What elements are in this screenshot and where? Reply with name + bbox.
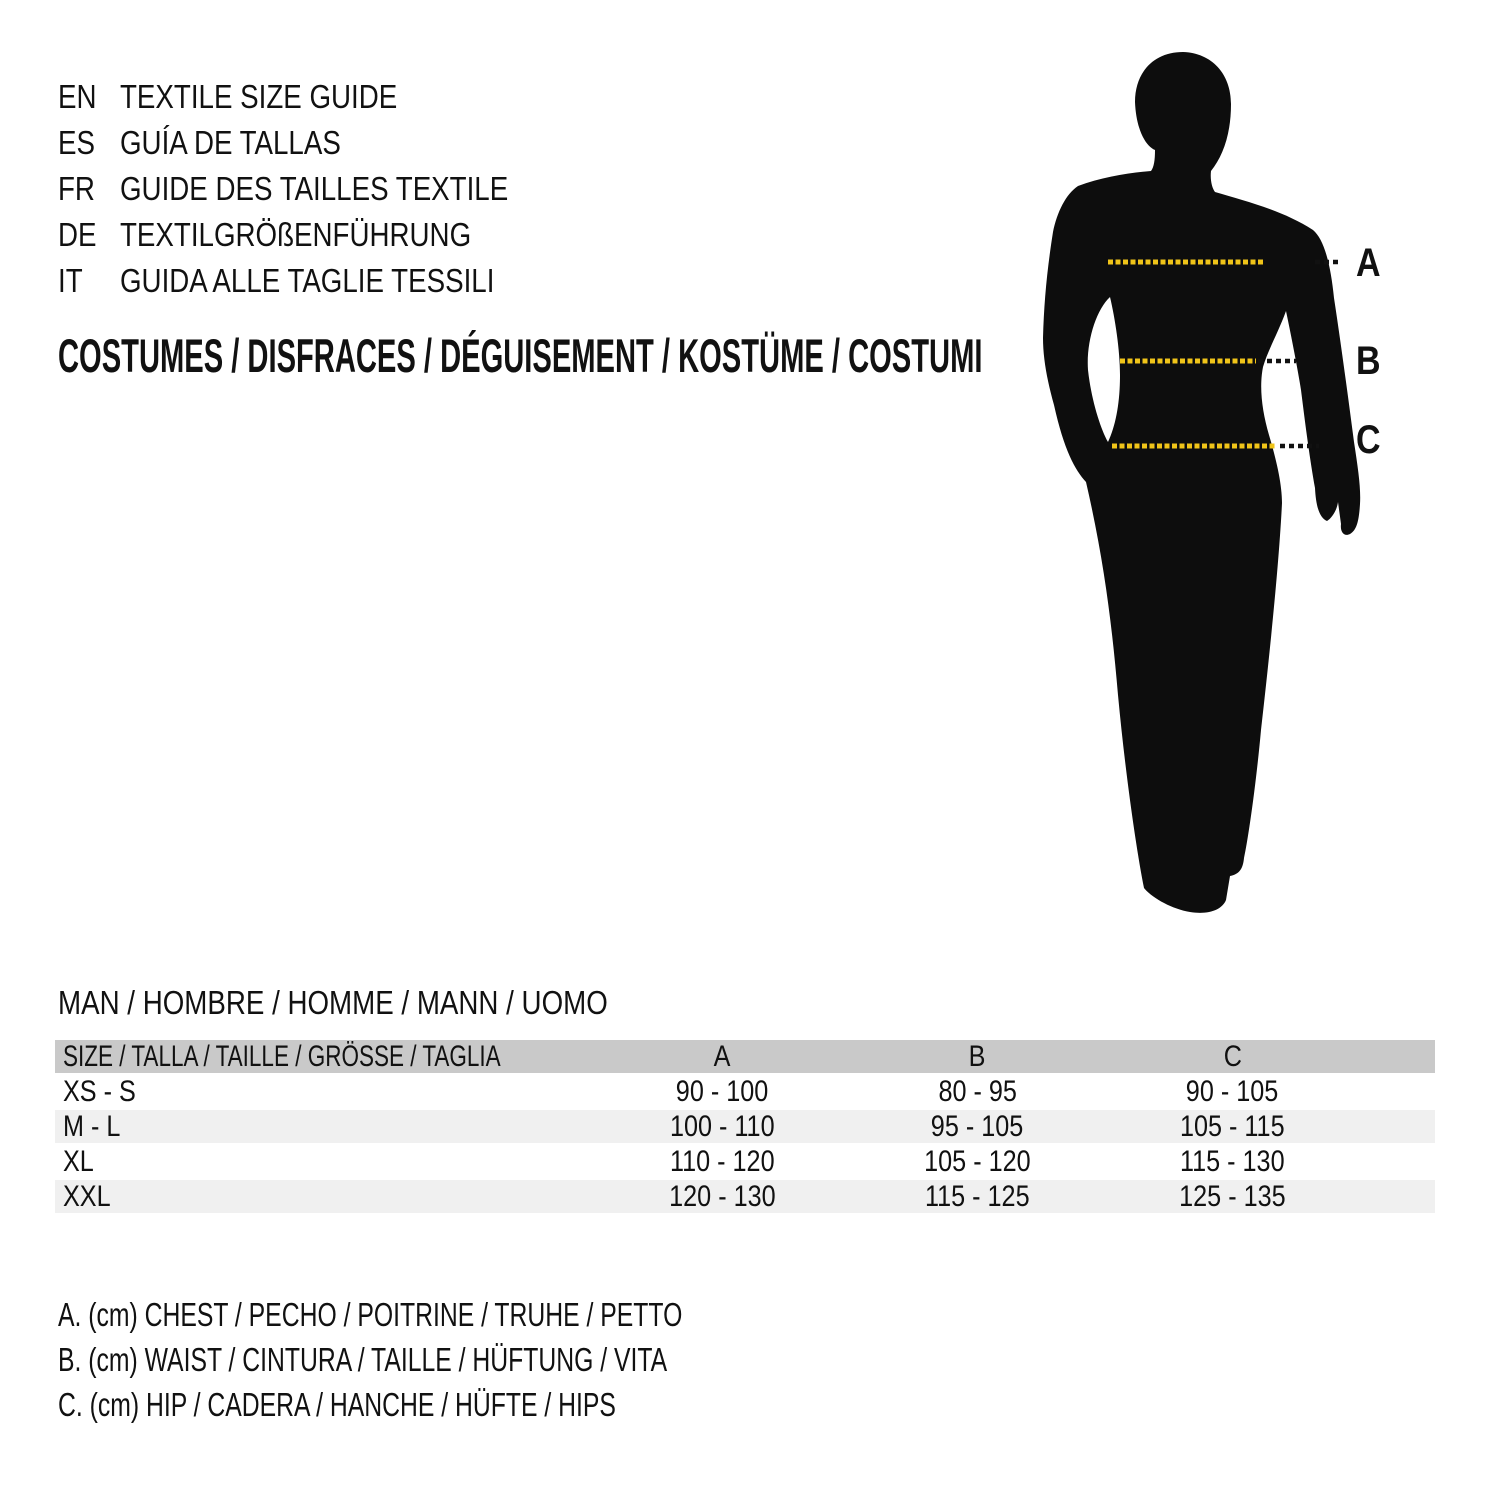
hip-cell: 125 - 135 — [1179, 1180, 1286, 1213]
hip-cell: 115 - 130 — [1180, 1145, 1285, 1178]
hip-cell: 105 - 115 — [1180, 1110, 1285, 1143]
hip-measure-label: C — [1356, 418, 1381, 462]
chest-cell: 110 - 120 — [670, 1145, 775, 1178]
chest-cell: 100 - 110 — [670, 1110, 775, 1143]
chest-cell: 120 - 130 — [669, 1180, 776, 1213]
legend-chest: A. (cm) CHEST / PECHO / POITRINE / TRUHE / PETTO — [58, 1295, 683, 1333]
header-col-a: A — [714, 1040, 731, 1073]
hip-cell: 90 - 105 — [1186, 1075, 1279, 1108]
category-line: COSTUMES / DISFRACES / DÉGUISEMENT / KOSTÜME / COSTUMI — [58, 329, 983, 382]
language-row-fr — [58, 166, 582, 212]
size-cell: XL — [63, 1145, 94, 1178]
waist-cell: 105 - 120 — [924, 1145, 1031, 1178]
language-code: IT — [58, 262, 83, 299]
table-row — [55, 1180, 1435, 1213]
chest-measure-label: A — [1356, 241, 1381, 285]
guide-title-fr: GUIDE DES TAILLES TEXTILE — [120, 170, 509, 207]
man-silhouette-figure — [1020, 40, 1400, 940]
size-cell: M - L — [63, 1110, 121, 1143]
language-code: DE — [58, 216, 97, 253]
waist-cell: 80 - 95 — [938, 1075, 1017, 1108]
header-col-b: B — [969, 1040, 986, 1073]
guide-title-es: GUÍA DE TALLAS — [120, 124, 341, 161]
header-size-column: SIZE / TALLA / TAILLE / GRÖSSE / TAGLIA — [63, 1040, 501, 1073]
language-row-es — [58, 120, 582, 166]
man-silhouette — [1043, 52, 1360, 913]
measurement-legend — [58, 1292, 890, 1427]
legend-hip: C. (cm) HIP / CADERA / HANCHE / HÜFTE / HIPS — [58, 1385, 616, 1423]
size-cell: XS - S — [63, 1075, 136, 1108]
size-cell: XXL — [63, 1180, 111, 1213]
language-row-en — [58, 74, 582, 120]
guide-title-en: TEXTILE SIZE GUIDE — [120, 78, 398, 115]
language-row-it — [58, 258, 582, 304]
table-row — [55, 1110, 1435, 1143]
language-code: FR — [58, 170, 95, 207]
gender-section-title: MAN / HOMBRE / HOMME / MANN / UOMO — [58, 984, 608, 1021]
legend-waist: B. (cm) WAIST / CINTURA / TAILLE / HÜFTUNG / VITA — [58, 1340, 668, 1378]
table-row — [55, 1075, 1435, 1108]
language-title-list — [58, 74, 582, 304]
header-col-c: C — [1223, 1040, 1242, 1073]
guide-title-it: GUIDA ALLE TAGLIE TESSILI — [120, 262, 495, 299]
size-table-header-row — [55, 1040, 1435, 1073]
guide-title-de: TEXTILGRÖßENFÜHRUNG — [120, 216, 472, 253]
language-row-de — [58, 212, 582, 258]
table-row — [55, 1145, 1435, 1178]
waist-cell: 115 - 125 — [925, 1180, 1030, 1213]
language-code: ES — [58, 124, 95, 161]
language-code: EN — [58, 78, 97, 115]
chest-cell: 90 - 100 — [676, 1075, 769, 1108]
waist-measure-label: B — [1356, 339, 1381, 383]
waist-cell: 95 - 105 — [931, 1110, 1024, 1143]
size-table — [55, 1040, 1435, 1215]
